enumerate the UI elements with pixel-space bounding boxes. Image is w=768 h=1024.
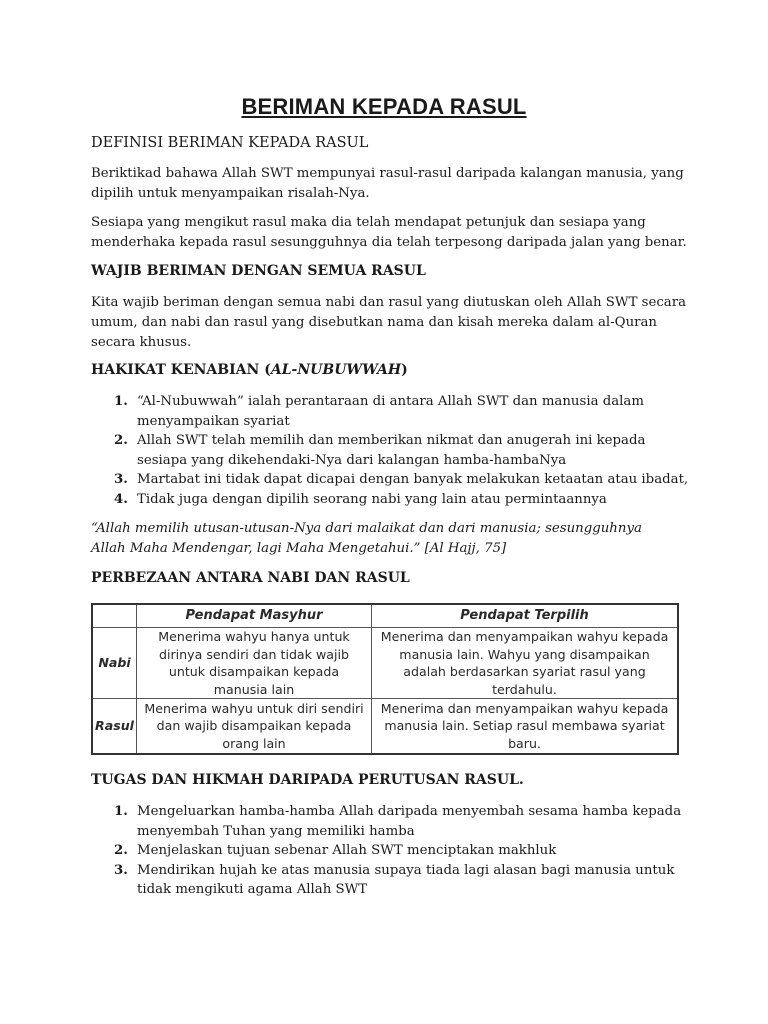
table-row — [92, 628, 678, 699]
table-cell: Menerima wahyu untuk diri sendiri dan wajib disampaikan kepada orang lain — [137, 699, 372, 755]
table-cell: Menerima wahyu hanya untuk dirinya sendiri dan tidak wajib untuk disampaikan kepada manusia lain — [137, 628, 372, 699]
row-header-rasul: Rasul — [92, 699, 137, 755]
heading-hakikat-prefix: HAKIKAT KENABIAN ( — [91, 362, 271, 378]
list-item-text: Menjelaskan tujuan sebenar Allah SWT menciptakan makhluk — [137, 843, 557, 858]
list-item-text: Allah SWT telah memilih dan memberikan nikmat dan anugerah ini kepada sesiapa yang dikehendaki-Nya dari kalangan hamba-hambaNya — [137, 433, 646, 468]
list-item — [91, 841, 691, 861]
list-item — [91, 392, 691, 431]
tugas-list — [91, 802, 691, 900]
list-item-text: Tidak juga dengan dipilih seorang nabi yang lain atau permintaannya — [137, 491, 607, 507]
list-item-text: Martabat ini tidak dapat dicapai dengan banyak melakukan ketaatan atau ibadat, — [137, 472, 689, 487]
list-item — [91, 861, 691, 900]
heading-hakikat-suffix: ) — [401, 362, 408, 378]
list-item — [91, 431, 691, 470]
table-cell: Menerima dan menyampaikan wahyu kepada manusia lain. Setiap rasul membawa syariat baru. — [372, 699, 679, 755]
heading-perbezaan: PERBEZAAN ANTARA NABI DAN RASUL — [91, 570, 410, 586]
document-title: BERIMAN KEPADA RASUL — [241, 94, 527, 119]
list-item-number: 2. — [114, 843, 128, 858]
paragraph-wajib: Kita wajib beriman dengan semua nabi dan rasul yang diutuskan oleh Allah SWT secara umum, dan nabi dan rasul yang disebutkan nama dan kisah mereka dalam al-Quran secara khusus. — [91, 295, 687, 350]
list-item — [91, 490, 691, 510]
list-item-text: Mendirikan hujah ke atas manusia supaya tiada lagi alasan bagi manusia untuk tidak mengikuti agama Allah SWT — [137, 862, 675, 897]
heading-tugas: TUGAS DAN HIKMAH DARIPADA PERUTUSAN RASUL. — [91, 772, 524, 788]
column-header-terpilih: Pendapat Terpilih — [372, 604, 679, 628]
comparison-table — [91, 603, 679, 755]
list-item-text: “Al-Nubuwwah” ialah perantaraan di antara Allah SWT dan manusia dalam menyampaikan syariat — [137, 394, 644, 429]
column-header-masyhur: Pendapat Masyhur — [137, 604, 372, 628]
list-item-number: 2. — [114, 433, 128, 448]
heading-hakikat-term: AL-NUBUWWAH — [270, 362, 402, 378]
heading-hakikat — [91, 362, 408, 378]
paragraph-definisi-2: Sesiapa yang mengikut rasul maka dia telah mendapat petunjuk dan sesiapa yang menderhaka kepada rasul sesungguhnya dia telah terpesong daripada jalan yang benar. — [91, 215, 687, 250]
row-header-nabi: Nabi — [92, 628, 137, 699]
hakikat-list — [91, 392, 691, 509]
table-row — [92, 699, 678, 755]
list-item-number: 1. — [114, 804, 128, 819]
quote-al-hajj: “Allah memilih utusan-utusan-Nya dari malaikat dan dari manusia; sesungguhnya Allah Maha Mendengar, lagi Maha Mengetahui.” [Al Hajj, 75] — [91, 521, 642, 556]
heading-wajib: WAJIB BERIMAN DENGAN SEMUA RASUL — [91, 263, 426, 279]
list-item-number: 1. — [114, 394, 128, 409]
list-item-number: 3. — [114, 472, 128, 487]
list-item-number: 4. — [114, 491, 128, 507]
table-cell: Menerima dan menyampaikan wahyu kepada manusia lain. Wahyu yang disampaikan adalah berdasarkan syariat rasul yang terdahulu. — [372, 628, 679, 699]
heading-definisi: DEFINISI BERIMAN KEPADA RASUL — [91, 135, 369, 151]
table-header-row — [92, 604, 678, 628]
list-item-text: Mengeluarkan hamba-hamba Allah daripada menyembah sesama hamba kepada menyembah Tuhan yang memiliki hamba — [137, 804, 682, 839]
table-corner-cell — [92, 604, 137, 628]
paragraph-definisi-1: Beriktikad bahawa Allah SWT mempunyai rasul-rasul daripada kalangan manusia, yang dipilih untuk menyampaikan risalah-Nya. — [91, 166, 684, 201]
list-item-number: 3. — [114, 862, 128, 878]
list-item — [91, 802, 691, 841]
list-item — [91, 470, 691, 490]
